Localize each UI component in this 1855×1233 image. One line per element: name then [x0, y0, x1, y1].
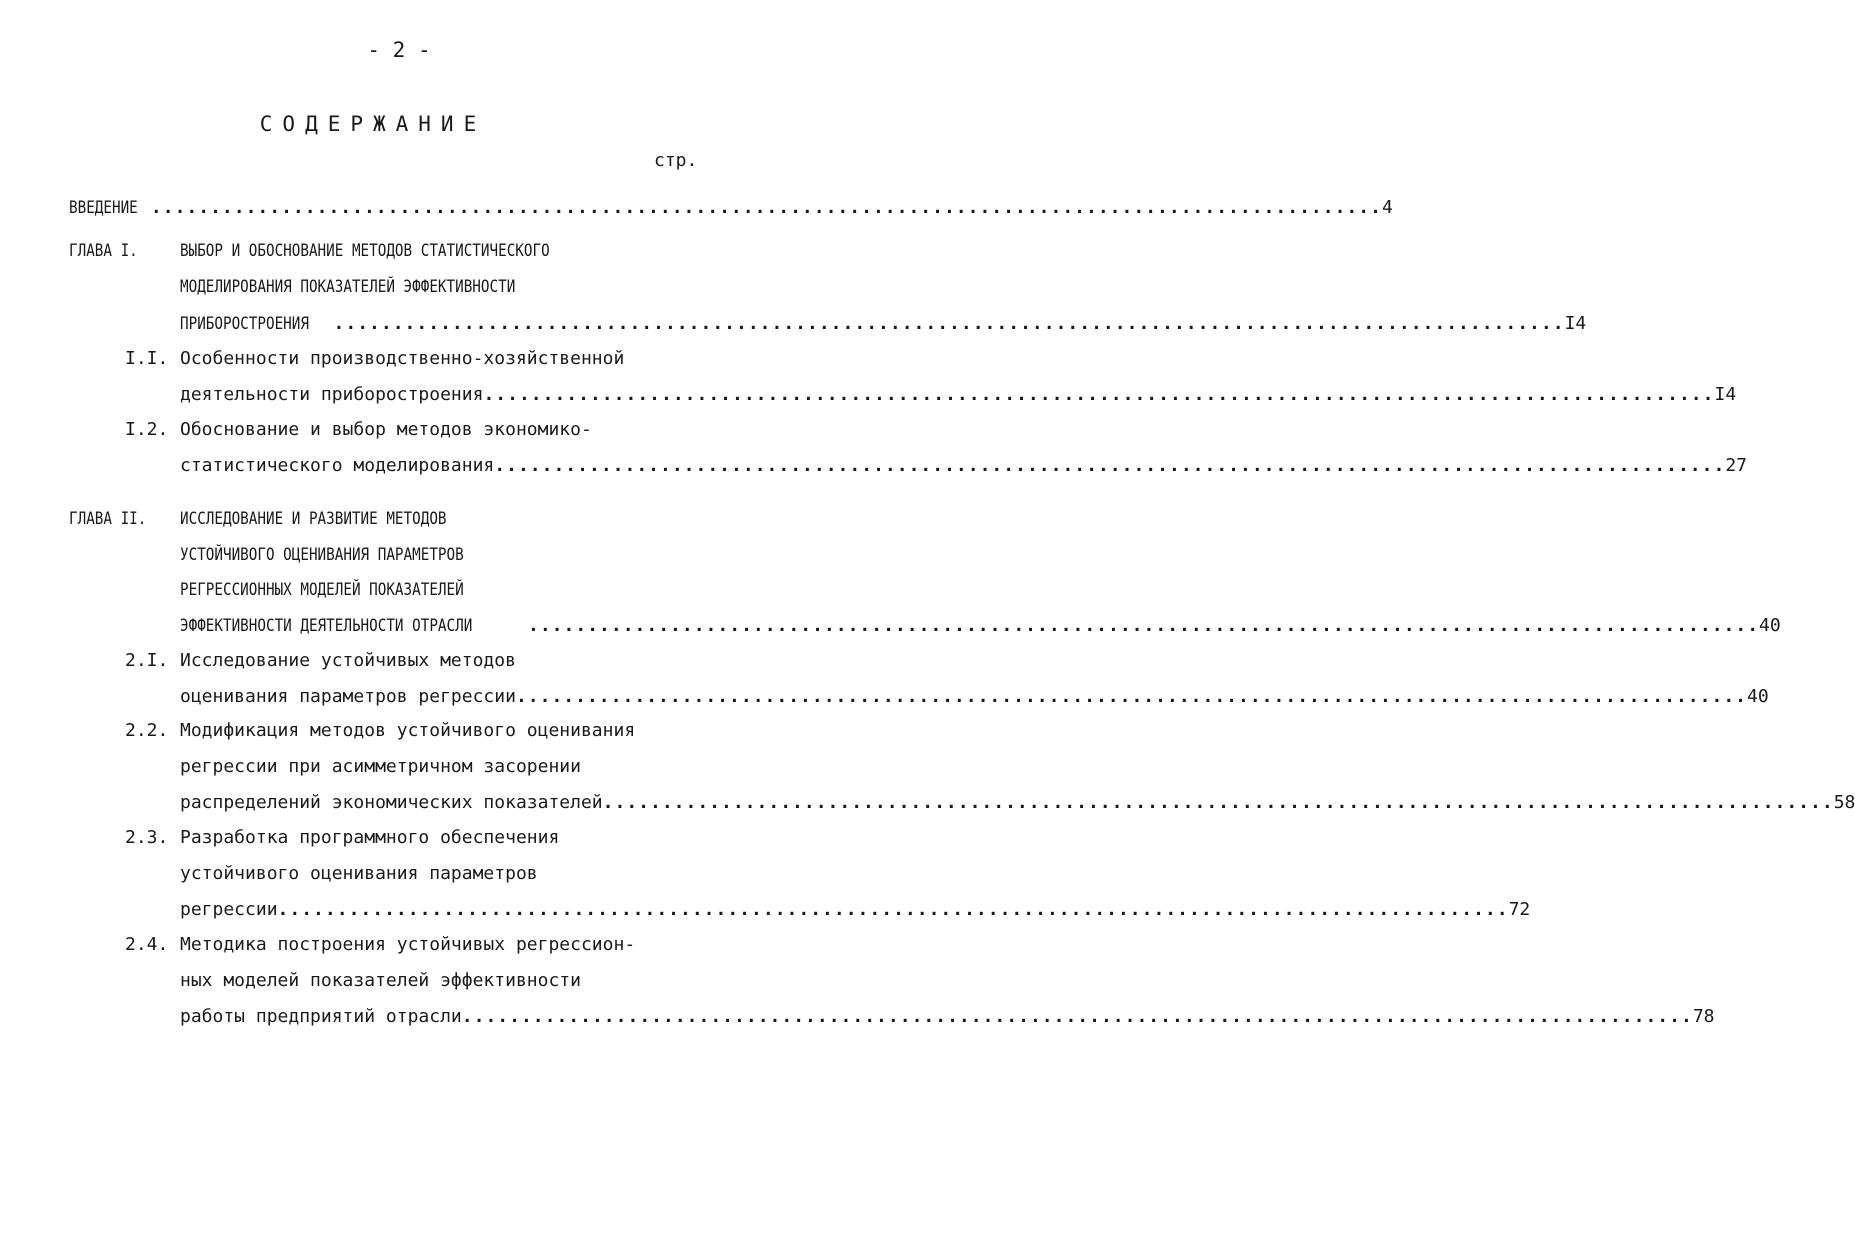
chapter-2-title-line: ИССЛЕДОВАНИЕ И РАЗВИТИЕ МЕТОДОВ — [180, 509, 447, 529]
intro-page: 4 — [1381, 197, 1393, 218]
chapter-1-label: ГЛАВА I. — [69, 241, 138, 261]
leader-dots: ........................................................................................................ — [333, 313, 1565, 334]
leader-dots: ........................................................................................................ — [602, 792, 1834, 813]
leader-dots: ........................................................................................................ — [494, 455, 1726, 476]
chapter-2-label: ГЛАВА II. — [69, 509, 147, 529]
section-number: 2.3. — [125, 827, 169, 848]
leader-dots: ........................................................................................................ — [150, 197, 1382, 218]
section-number: I.2. — [125, 419, 169, 440]
section-title-last: статистического моделирования ........................................................................................................ 27 — [180, 452, 712, 480]
page-column-label: стр. — [654, 150, 698, 171]
section-number: I.I. — [125, 348, 169, 369]
section-title-line: Разработка программного обеспечения — [180, 827, 560, 848]
leader-dots: ........................................................................................................ — [483, 384, 1715, 405]
chapter-1-title-last: ПРИБОРОСТРОЕНИЯ ........................................................................................................ I4 — [180, 310, 712, 338]
chapter-1-page: I4 — [1564, 313, 1587, 334]
section-title-line: Исследование устойчивых методов — [180, 650, 516, 671]
section-title-line: Модификация методов устойчивого оценивания — [180, 720, 636, 741]
section-title-last: оценивания параметров регрессии ........................................................................................................ 40 — [180, 683, 712, 711]
chapter-2-title-last: ЭФФЕКТИВНОСТИ ДЕЯТЕЛЬНОСТИ ОТРАСЛИ ........................................................................................................ 40 — [180, 612, 712, 640]
chapter-1-label-row — [69, 237, 189, 265]
section-page: I4 — [1714, 384, 1737, 405]
section-title-last: регрессии ........................................................................................................ 72 — [180, 896, 712, 924]
toc-entry-intro — [69, 194, 1393, 222]
chapter-2-label-row — [69, 505, 189, 533]
section-page: 40 — [1747, 686, 1769, 707]
chapter-2-title-line: УСТОЙЧИВОГО ОЦЕНИВАНИЯ ПАРАМЕТРОВ — [180, 545, 464, 565]
section-title-last: работы предприятий отрасли ........................................................................................................ 78 — [180, 1003, 712, 1031]
section-title-line: регрессии при асимметричном засорении — [180, 756, 581, 777]
section-title-last: деятельности приборостроения ........................................................................................................ I4 — [180, 381, 712, 409]
chapter-1-title-line: ВЫБОР И ОБОСНОВАНИЕ МЕТОДОВ СТАТИСТИЧЕСКОГО — [180, 241, 550, 261]
section-number: 2.4. — [125, 934, 169, 955]
page-number: - 2 - — [367, 38, 431, 62]
leader-dots: ........................................................................................................ — [277, 899, 1509, 920]
leader-dots: ........................................................................................................ — [528, 615, 1760, 636]
section-page: 27 — [1725, 455, 1748, 476]
section-page: 78 — [1692, 1006, 1715, 1027]
section-number: 2.I. — [125, 650, 169, 671]
section-title-line: Обоснование и выбор методов экономико- — [180, 419, 592, 440]
intro-text: ВВЕДЕНИЕ — [69, 198, 138, 218]
contents-title: СОДЕРЖАНИЕ — [259, 112, 487, 136]
leader-dots: ........................................................................................................ — [461, 1006, 1693, 1027]
section-page: 58 — [1833, 792, 1855, 813]
section-title-line: устойчивого оценивания параметров — [180, 863, 538, 884]
section-number: 2.2. — [125, 720, 169, 741]
chapter-1-title-line: МОДЕЛИРОВАНИЯ ПОКАЗАТЕЛЕЙ ЭФФЕКТИВНОСТИ — [180, 277, 516, 297]
section-title-line: Методика построения устойчивых регрессион- — [180, 934, 636, 955]
section-title-last: распределений экономических показателей ........................................................................................................ 58 — [180, 789, 712, 817]
leader-dots: ........................................................................................................ — [515, 686, 1747, 707]
chapter-2-title-line: РЕГРЕССИОННЫХ МОДЕЛЕЙ ПОКАЗАТЕЛЕЙ — [180, 580, 464, 600]
section-title-line: ных моделей показателей эффективности — [180, 970, 581, 991]
section-title-line: Особенности производственно-хозяйственной — [180, 348, 625, 369]
chapter-2-page: 40 — [1759, 615, 1781, 636]
section-page: 72 — [1508, 899, 1531, 920]
